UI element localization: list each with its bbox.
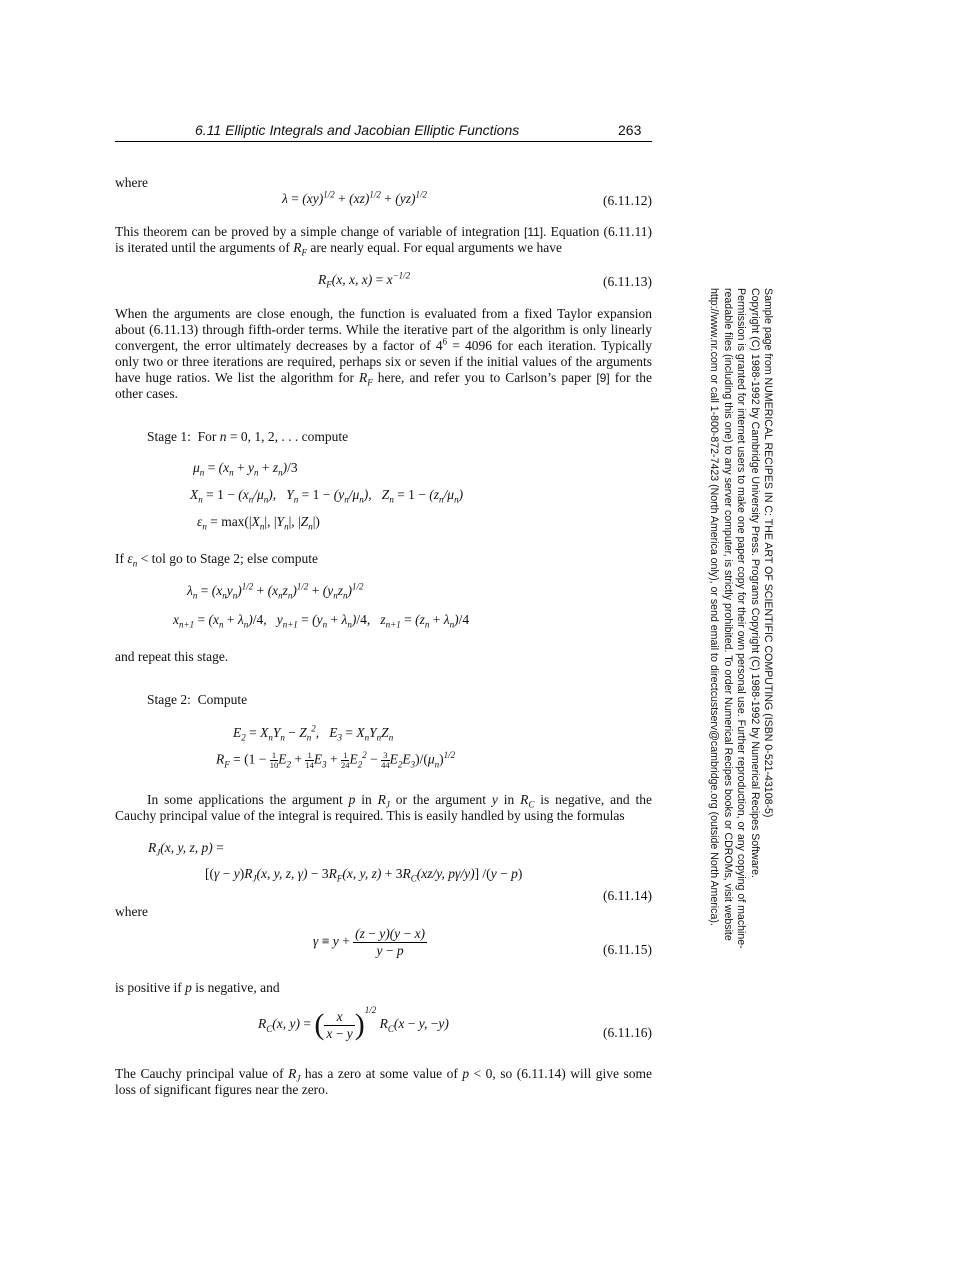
- equation-XYZ-n: $X_n = 1 - (x_n/\mu_n)$, $Y_n = 1 - (y_n/\mu_n)$, $Z_n = 1 - (z_n/\mu_n)$: [190, 487, 464, 505]
- paragraph-cauchy: In some applications the argument p in $R_J$ or the argument y in $R_C$ is negative, and the Cauchy principal value of the integral is required. This is easily handled by using the formulas: [115, 792, 652, 823]
- stage-1-heading: Stage 1: For n = 0, 1, 2, . . . compute: [147, 429, 349, 444]
- equation-6-11-13: $R_F(x$, x, $x) = x^{-1/2}$: [318, 270, 411, 290]
- equation-6-11-14-lhs: $R_J(x$, y, z, p) =: [148, 840, 224, 858]
- header-rule: [115, 141, 652, 142]
- equation-lambda-n: $\lambda_n = (x_ny_n)^{1/2} + (x_nz_n)^{1/2} + (y_nz_n)^{1/2}$: [187, 581, 364, 601]
- equation-RF-series: $R_F = (1$ − $\frac{1}{10}$ $E_2$ + $\frac{1}{14}$ $E_3$ + $\frac{1}{24}$ $E_2^2$ − $\frac{3}{44}$ $E_2E_3)/(\mu_n)^{1/2}$: [216, 750, 456, 770]
- equation-update: $x_{n+1} = (x_n + \lambda_n)/4$, $y_{n+1} = (y_n + \lambda_n)/4$, $z_{n+1} = (z_n + \lambda_n)/4$: [173, 612, 470, 630]
- paragraph-taylor: When the arguments are close enough, the function is evaluated from a fixed Taylor expansion about (6.11.13) through fifth-order terms. While the iterative part of the algorithm is only linearly convergent, the error ultimately decreases by a factor of $4^6 = 4096$ for each iteration. Typically only two or three iterations are required, perhaps six or seven if the initial values of the arguments have huge ratios. We list the algorithm for $R_F$ here, and refer you to Carlson’s paper [9] for the other cases.: [115, 306, 652, 401]
- if-tolerance-line: If $\varepsilon_n$ < tol go to Stage 2; else compute: [115, 551, 319, 569]
- equation-number: (6.11.16): [603, 1025, 652, 1040]
- sidebar-line: Permission is granted for internet users to make one paper copy for their own personal use. Further reproduction, or any copying of machine-: [735, 288, 748, 949]
- page-number: 263: [618, 122, 642, 138]
- equation-6-11-16: $R_C(x$, y) = ( $\frac{x}{x - y}$ )$^{1/2}$ $R_C(x - y$, −y): [258, 1004, 449, 1041]
- stage-2-heading: Stage 2: Compute: [147, 692, 248, 707]
- equation-E2-E3: $E_2 = X_nY_n - Z_n^2$, $E_3 = X_nY_nZ_n$: [233, 723, 394, 743]
- equation-6-11-12: λ = (xy)$^{1/2}$ + (xz)$^{1/2}$ + (yz)$^{1/2}$: [282, 189, 428, 206]
- equation-number: (6.11.13): [603, 274, 652, 289]
- sidebar-line: readable files (including this one) to any server computer, is strictly prohibited. To order Numerical Recipes books or CDROMs, visit website: [721, 288, 734, 941]
- sidebar-line: Copyright (C) 1988-1992 by Cambridge University Press. Programs Copyright (C) 1988-1992 by Numerical Recipes Software.: [748, 288, 761, 878]
- equation-6-11-15: γ ≡ y + $\frac{(z - y)(y - x)}{y - p}$: [313, 926, 426, 958]
- equation-mu-n: $\mu_n = (x_n + y_n + z_n)/3$: [193, 460, 298, 478]
- equation-number: (6.11.12): [603, 193, 652, 208]
- equation-number: (6.11.15): [603, 942, 652, 957]
- equation-number: (6.11.14): [603, 888, 652, 903]
- equation-epsilon-n: $\varepsilon_n = \max(|X_n|$, $|Y_n|$, $|Z_n|$): [197, 514, 320, 532]
- equation-6-11-14-rhs: [$(\gamma - y)R_J(x$, y, z, $\gamma) - 3R_F(x$, y, $z) + 3R_C(xz/y$, pγ/y)] /(y − p): [205, 866, 523, 884]
- paragraph-theorem: This theorem can be proved by a simple change of variable of integration [11]. Equation (6.11.11) is iterated until the arguments of $R_F$ are nearly equal. For equal arguments we have: [115, 224, 652, 258]
- running-header: 6.11 Elliptic Integrals and Jacobian Elliptic Functions: [195, 122, 520, 138]
- copyright-sidebar: [688, 288, 774, 980]
- sidebar-line: Sample page from NUMERICAL RECIPES IN C: THE ART OF SCIENTIFIC COMPUTING (ISBN 0-521-43108-5): [762, 288, 774, 818]
- paragraph-closing: The Cauchy principal value of $R_J$ has a zero at some value of p < 0, so (6.11.14) will give some loss of significant figures near the zero.: [115, 1066, 652, 1097]
- sidebar-line: http://www.nr.com or call 1-800-872-7423 (North America only), or send email to directcustserv@cambridge.org (outside North America).: [708, 288, 721, 926]
- where-label: where: [115, 904, 148, 919]
- repeat-line: and repeat this stage.: [115, 649, 229, 664]
- where-label: where: [115, 175, 148, 190]
- positive-line: is positive if p is negative, and: [115, 980, 280, 995]
